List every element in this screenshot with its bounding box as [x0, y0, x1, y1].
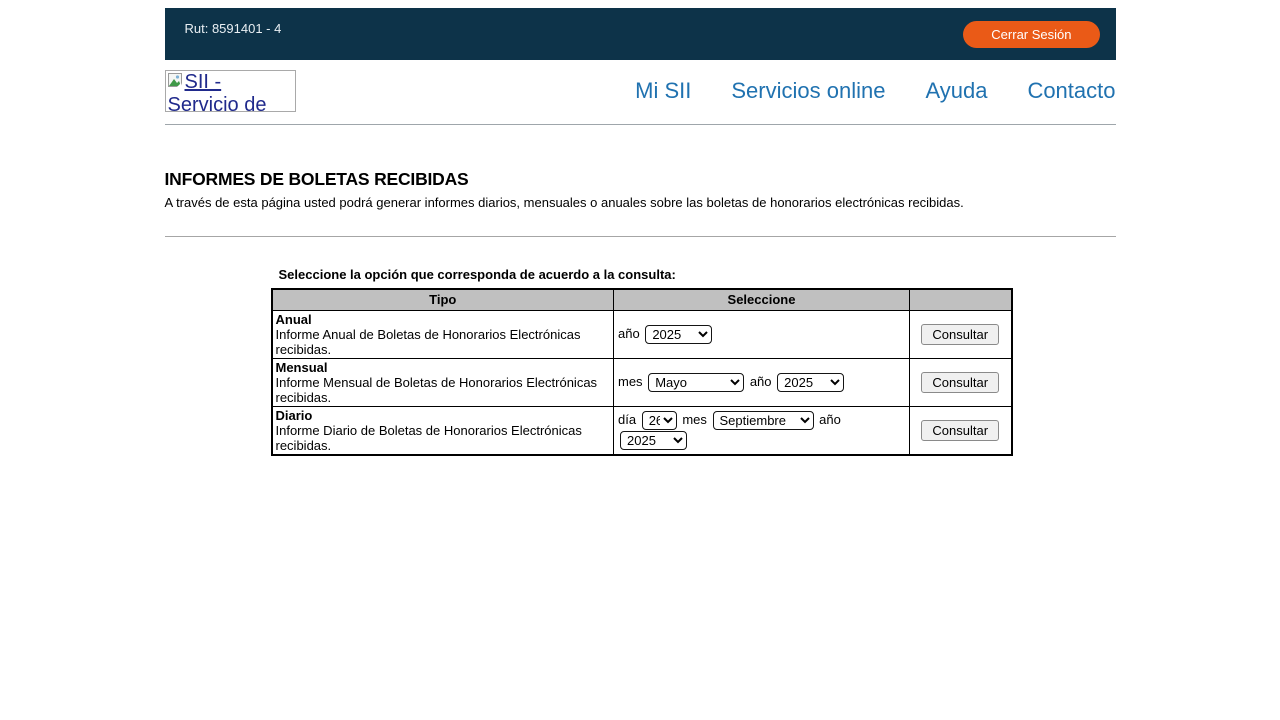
mensual-action-cell: [910, 358, 1012, 406]
table-header-row: [272, 289, 1012, 310]
column-header-tipo: Tipo: [272, 289, 614, 310]
rut-label: Rut: 8591401 - 4: [184, 20, 282, 36]
mensual-description: Informe Mensual de Boletas de Honorarios Electrónicas recibidas.: [275, 374, 598, 405]
anual-description: Informe Anual de Boletas de Honorarios Electrónicas recibidas.: [275, 326, 581, 357]
anual-title: Anual: [275, 311, 312, 327]
topbar: [165, 8, 1116, 60]
logo-alt-text: SII - Servicio de: [167, 71, 267, 112]
diario-year-label: año: [819, 411, 841, 427]
mensual-title: Mensual: [275, 359, 328, 375]
diario-type-cell: [272, 406, 614, 455]
page-title: INFORMES DE BOLETAS RECIBIDAS: [164, 169, 469, 189]
diario-action-cell: [910, 406, 1012, 455]
column-header-seleccione: Seleccione: [614, 289, 910, 310]
diario-day-label: día: [618, 411, 637, 427]
mensual-year-label: año: [749, 373, 772, 389]
consultar-button-anual[interactable]: Consultar: [921, 324, 999, 345]
nav-ayuda[interactable]: Ayuda: [925, 78, 988, 103]
page-description: A través de esta página usted podrá generar informes diarios, mensuales o anuales sobre las boletas de honorarios electrónicas recibidas.: [164, 195, 964, 210]
mensual-type-cell: [272, 358, 614, 406]
table-row-anual: [272, 310, 1012, 358]
section-divider: [165, 236, 1116, 237]
nav-contacto[interactable]: Contacto: [1027, 78, 1116, 103]
mensual-month-select[interactable]: [648, 373, 744, 392]
form-caption: Seleccione la opción que corresponda de acuerdo a la consulta:: [278, 267, 676, 282]
consultar-button-diario[interactable]: Consultar: [921, 420, 999, 441]
nav-servicios-online[interactable]: Servicios online: [731, 78, 886, 103]
broken-image-icon: [168, 71, 184, 94]
mensual-select-cell: [614, 358, 910, 406]
diario-month-select[interactable]: [713, 411, 814, 430]
header: [165, 70, 1116, 112]
diario-title: Diario: [275, 407, 313, 423]
mensual-year-select[interactable]: [777, 373, 844, 392]
logout-button[interactable]: Cerrar Sesión: [963, 21, 1099, 48]
column-header-actions: [910, 289, 1012, 310]
report-form: [271, 267, 1116, 456]
nav-mi-sii[interactable]: Mi SII: [635, 78, 692, 103]
page-container: [165, 0, 1116, 456]
anual-year-select[interactable]: [645, 325, 712, 344]
diario-day-select[interactable]: [642, 411, 677, 430]
report-options-table: [271, 288, 1013, 456]
table-row-mensual: [272, 358, 1012, 406]
diario-year-select[interactable]: [620, 431, 687, 450]
diario-select-cell: [614, 406, 910, 455]
anual-select-cell: [614, 310, 910, 358]
anual-type-cell: [272, 310, 614, 358]
anual-action-cell: [910, 310, 1012, 358]
header-divider: [165, 124, 1116, 125]
mensual-month-label: mes: [618, 373, 643, 389]
consultar-button-mensual[interactable]: Consultar: [921, 372, 999, 393]
sii-logo-link[interactable]: [165, 70, 296, 112]
main-nav: [635, 78, 1115, 104]
diario-month-label: mes: [682, 411, 707, 427]
table-row-diario: [272, 406, 1012, 455]
anual-year-label: año: [618, 325, 640, 341]
diario-description: Informe Diario de Boletas de Honorarios Electrónicas recibidas.: [275, 422, 582, 453]
